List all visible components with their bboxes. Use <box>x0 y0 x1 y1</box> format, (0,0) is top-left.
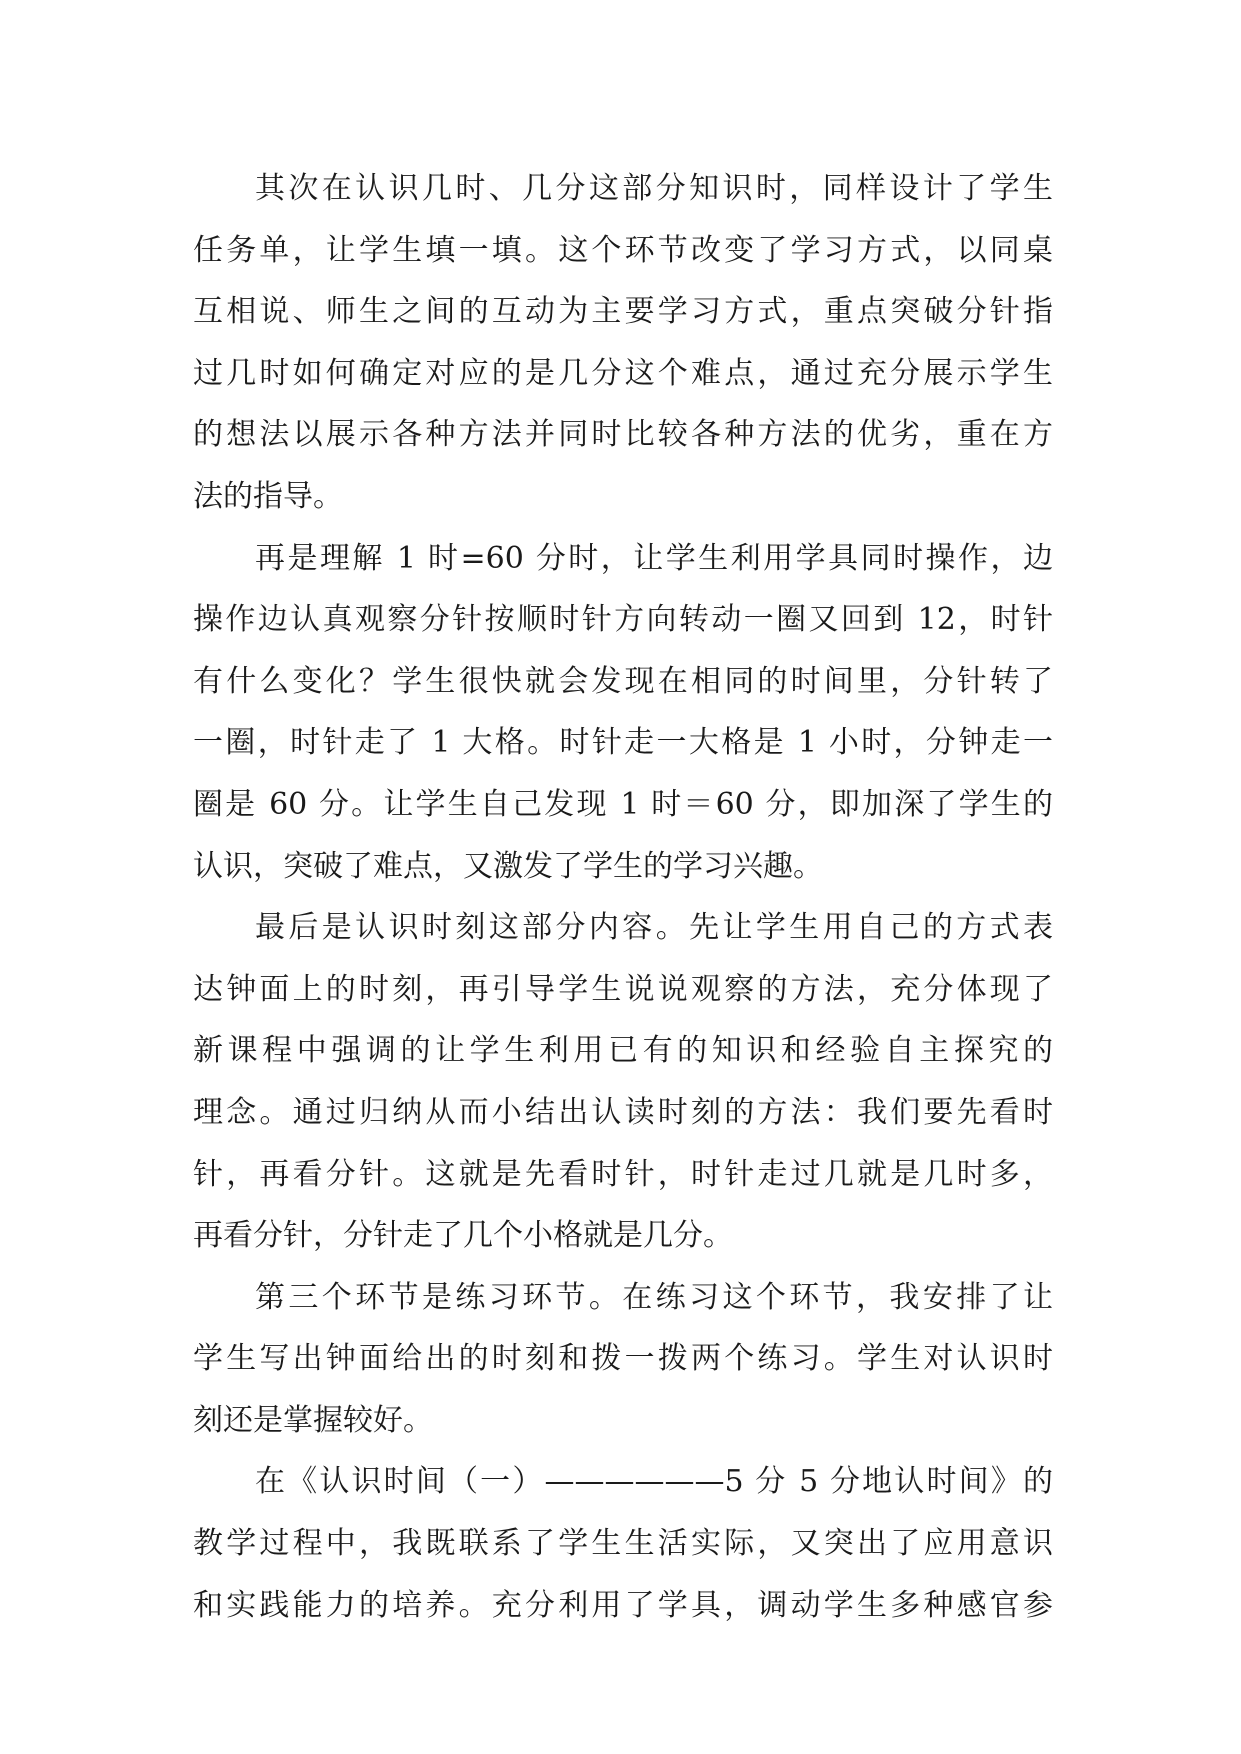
text-line: 其次在认识几时、几分这部分知识时，同样设计了学生 <box>255 171 1053 206</box>
text-line: 学生写出钟面给出的时刻和拨一拨两个练习。学生对认识时 <box>193 1341 1053 1377</box>
text-line: 和实践能力的培养。充分利用了学具，调动学生多种感官参 <box>193 1587 1053 1623</box>
text-line: 达钟面上的时刻，再引导学生说说观察的方法，充分体现了 <box>193 971 1053 1007</box>
text-line: 法的指导。 <box>193 478 343 514</box>
document-body <box>193 158 1053 1636</box>
paragraph-reading-time <box>193 897 1053 1267</box>
text-line: 任务单，让学生填一填。这个环节改变了学习方式，以同桌 <box>193 232 1053 268</box>
text-line: 再看分针，分针走了几个小格就是几分。 <box>193 1218 733 1254</box>
text-line: 教学过程中，我既联系了学生生活实际，又突出了应用意识 <box>193 1526 1053 1562</box>
paragraph-hour-minute <box>193 158 1053 528</box>
text-line: 针，再看分针。这就是先看时针，时针走过几就是几时多， <box>193 1156 1053 1192</box>
text-line: 一圈，时针走了 1 大格。时针走一大格是 1 小时，分钟走一 <box>193 725 1053 761</box>
text-line: 的想法以展示各种方法并同时比较各种方法的优劣，重在方 <box>193 417 1053 453</box>
paragraph-practice <box>193 1267 1053 1452</box>
paragraph-reflection <box>193 1451 1053 1636</box>
text-line: 最后是认识时刻这部分内容。先让学生用自己的方式表 <box>255 910 1053 946</box>
text-line: 圈是 60 分。让学生自己发现 1 时＝60 分，即加深了学生的 <box>193 786 1053 822</box>
text-line: 刻还是掌握较好。 <box>193 1402 433 1438</box>
text-line: 在《认识时间（一）——————5 分 5 分地认时间》的 <box>255 1464 1053 1500</box>
text-line: 认识，突破了难点，又激发了学生的学习兴趣。 <box>193 848 823 884</box>
paragraph-one-hour-sixty-minutes <box>193 528 1053 898</box>
text-line: 操作边认真观察分针按顺时针方向转动一圈又回到 12，时针 <box>193 602 1053 638</box>
text-line: 过几时如何确定对应的是几分这个难点，通过充分展示学生 <box>193 355 1053 391</box>
text-line: 有什么变化？学生很快就会发现在相同的时间里，分针转了 <box>193 663 1053 699</box>
text-line: 再是理解 1 时=60 分时，让学生利用学具同时操作，边 <box>255 540 1053 576</box>
text-line: 互相说、师生之间的互动为主要学习方式，重点突破分针指 <box>193 294 1053 330</box>
text-line: 理念。通过归纳从而小结出认读时刻的方法：我们要先看时 <box>193 1094 1053 1130</box>
text-line: 第三个环节是练习环节。在练习这个环节，我安排了让 <box>255 1279 1053 1315</box>
text-line: 新课程中强调的让学生利用已有的知识和经验自主探究的 <box>193 1033 1053 1069</box>
